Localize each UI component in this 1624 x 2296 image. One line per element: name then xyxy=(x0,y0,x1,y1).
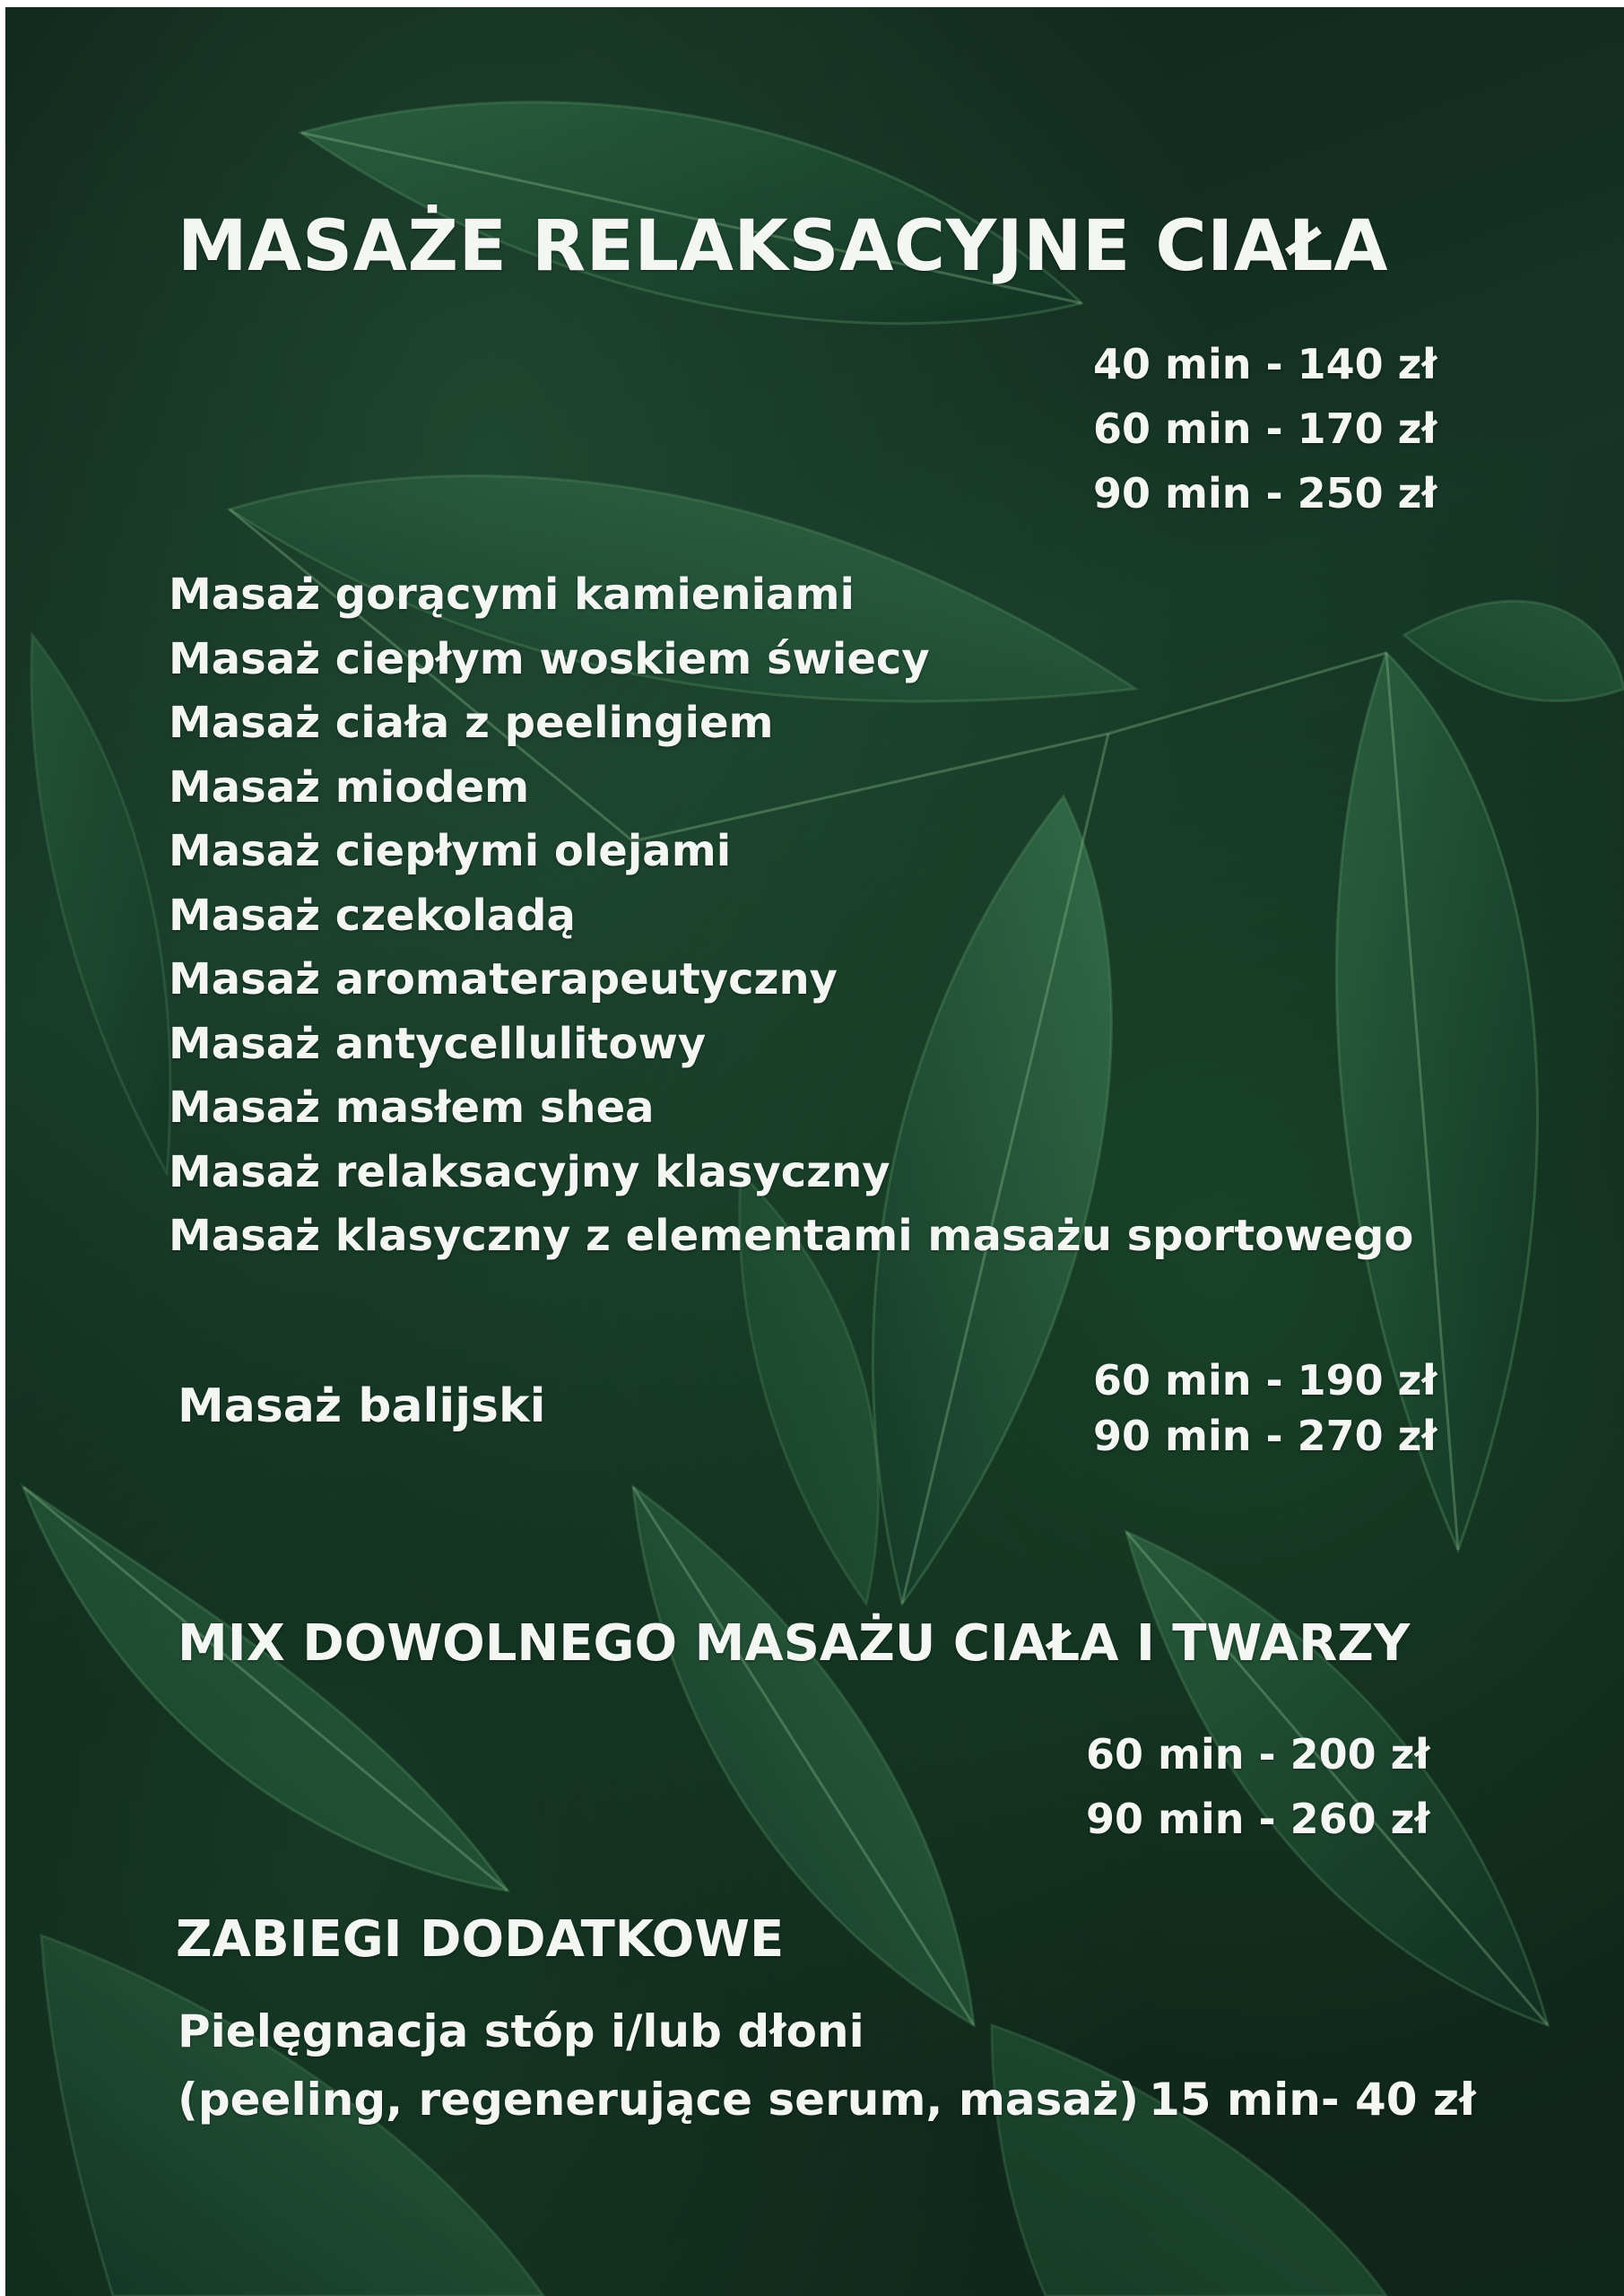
poster xyxy=(5,7,1624,2296)
mix-heading: MIX DOWOLNEGO MASAŻU CIAŁA I TWARZY xyxy=(178,1614,1411,1673)
price-90-min: 90 min - 250 zł xyxy=(1093,469,1437,517)
balinese-price-60-min: 60 min - 190 zł xyxy=(1093,1356,1437,1405)
list-item: Masaż klasyczny z elementami masażu sportowego xyxy=(169,1211,1414,1261)
list-item: Masaż ciepłym woskiem świecy xyxy=(169,633,930,684)
relax-price-list xyxy=(1093,332,1437,526)
list-item: Masaż ciała z peelingiem xyxy=(169,698,774,748)
list-item: Masaż masłem shea xyxy=(169,1083,655,1133)
extras-heading: ZABIEGI DODATKOWE xyxy=(176,1910,785,1969)
mix-price-list xyxy=(1086,1722,1429,1851)
mix-price-60-min: 60 min - 200 zł xyxy=(1086,1730,1430,1779)
extras-service-name: Pielęgnacja stóp i/lub dłoni xyxy=(178,2005,864,2057)
list-item: Masaż aromaterapeutyczny xyxy=(169,954,838,1004)
list-item: Masaż miodem xyxy=(169,761,530,813)
list-item: Masaż antycellulitowy xyxy=(169,1018,707,1069)
balinese-price-90-min: 90 min - 270 zł xyxy=(1093,1412,1437,1460)
balinese-massage-label: Masaż balijski xyxy=(178,1379,546,1433)
extras-service-details: (peeling, regenerujące serum, masaż) xyxy=(178,2074,1140,2126)
list-item: Masaż ciepłymi olejami xyxy=(169,826,732,876)
price-40-min: 40 min - 140 zł xyxy=(1093,340,1437,388)
list-item: Masaż gorącymi kamieniami xyxy=(169,570,855,620)
page-title: MASAŻE RELAKSACYJNE CIAŁA xyxy=(178,206,1388,287)
price-60-min: 60 min - 170 zł xyxy=(1093,404,1437,453)
balinese-price-list xyxy=(1093,1352,1437,1464)
list-item: Masaż czekoladą xyxy=(169,890,576,941)
massage-list xyxy=(169,563,1413,1269)
mix-price-90-min: 90 min - 260 zł xyxy=(1086,1795,1430,1843)
list-item: Masaż relaksacyjny klasyczny xyxy=(169,1146,890,1197)
extras-price: 15 min- 40 zł xyxy=(1149,2074,1476,2126)
